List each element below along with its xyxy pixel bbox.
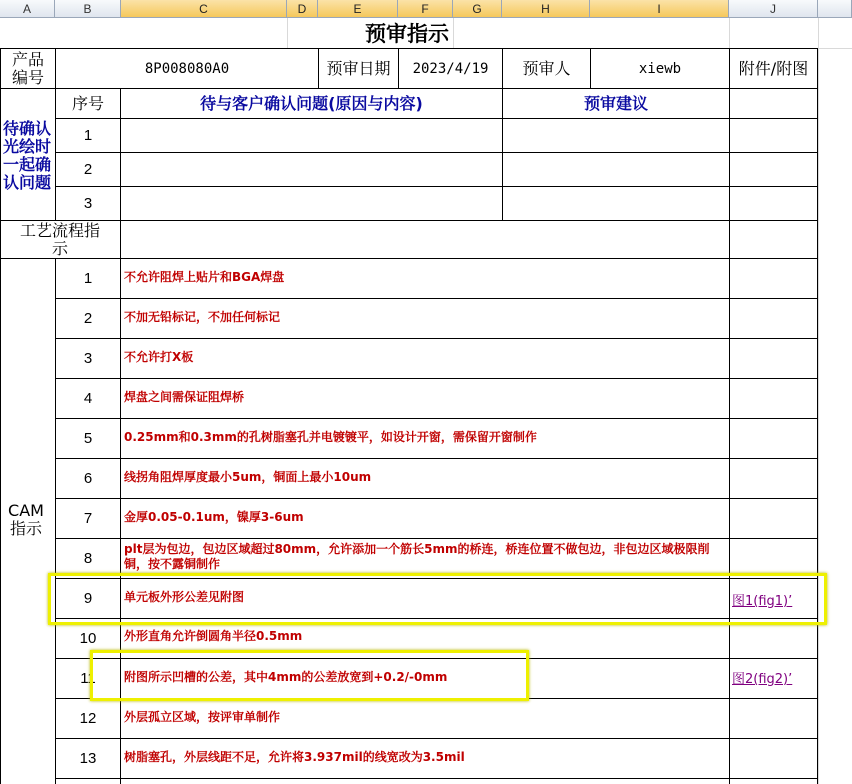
column-header-b[interactable]: B — [55, 0, 121, 18]
table-border — [55, 738, 818, 739]
cam-row-number[interactable]: 13 — [79, 750, 97, 767]
column-header-h[interactable]: H — [502, 0, 590, 18]
table-border — [0, 220, 818, 221]
table-border — [55, 498, 818, 499]
highlight-box-row-9 — [48, 573, 827, 625]
highlight-box-row-11 — [90, 650, 529, 701]
seq-header: 序号 — [71, 93, 104, 113]
reviewer-label: 预审人 — [522, 58, 571, 78]
attachment-label: 附件/附图 — [738, 58, 809, 78]
table-border — [55, 118, 818, 119]
table-border — [55, 338, 818, 339]
page-title: 预审指示 — [365, 22, 449, 46]
column-header-f[interactable]: F — [398, 0, 453, 18]
cam-row-text[interactable]: 焊盘之间需保证阻焊桥 — [124, 390, 245, 404]
cam-row-text[interactable]: 外层孤立区域，按评审单制作 — [124, 710, 281, 724]
issue-header: 待与客户确认问题(原因与内容) — [200, 93, 423, 113]
review-date-label: 预审日期 — [326, 58, 391, 78]
column-header-a[interactable]: A — [0, 0, 55, 18]
table-border — [55, 538, 818, 539]
column-header-c[interactable]: C — [121, 0, 287, 18]
confirm-row-number[interactable]: 1 — [83, 127, 93, 144]
table-border — [55, 152, 818, 153]
cam-row-text[interactable]: 0.25mm和0.3mm的孔树脂塞孔并电镀镀平，如设计开窗，需保留开窗制作 — [124, 430, 537, 444]
column-header-k[interactable] — [818, 0, 852, 18]
cam-row-text[interactable]: 不允许阻焊上贴片和BGA焊盘 — [124, 270, 285, 284]
cam-row-number[interactable]: 12 — [79, 710, 97, 727]
cam-row-number[interactable]: 6 — [83, 470, 93, 487]
cam-row-text[interactable]: 附图所示凹槽的公差，其中4mm的公差放宽到+0.2/-0mm — [124, 670, 448, 684]
cam-row-number[interactable]: 9 — [83, 590, 93, 607]
column-header-e[interactable]: E — [318, 0, 398, 18]
table-border — [55, 418, 818, 419]
gridline — [818, 18, 819, 784]
cam-row-text[interactable]: 单元板外形公差见附图 — [124, 590, 245, 604]
gridline — [729, 18, 730, 48]
cam-row-number[interactable]: 8 — [83, 550, 93, 567]
confirm-row-number[interactable]: 2 — [83, 161, 93, 178]
cam-row-number[interactable]: 1 — [83, 270, 93, 287]
cam-row-text[interactable]: 线拐角阻焊厚度最小5um，铜面上最小10um — [124, 470, 372, 484]
attachment-link-fig2[interactable]: 图2(fig2)’ — [732, 672, 793, 687]
table-border — [817, 48, 818, 784]
column-header-g[interactable]: G — [453, 0, 502, 18]
cam-row-number[interactable]: 2 — [83, 310, 93, 327]
confirm-section-label: 待确认光绘时一起确认问题 — [2, 119, 51, 192]
table-border — [55, 298, 818, 299]
cam-row-text[interactable]: plt层为包边，包边区域超过80mm，允许添加一个筋长5mm的桥连，桥连位置不做包边，非包边区域极限削铜，按不露铜制作 — [124, 542, 710, 571]
confirm-row-number[interactable]: 3 — [83, 195, 93, 212]
table-border — [729, 48, 730, 784]
cam-row-number[interactable]: 3 — [83, 350, 93, 367]
review-date-value[interactable]: 2023/4/19 — [412, 60, 489, 77]
cam-row-number[interactable]: 4 — [83, 390, 93, 407]
reviewer-value[interactable]: xiewb — [638, 60, 682, 77]
column-header-d[interactable]: D — [287, 0, 318, 18]
cam-row-text[interactable]: 树脂塞孔，外层线距不足，允许将3.937mil的线宽改为3.5mil — [124, 750, 465, 764]
column-header-i[interactable]: I — [590, 0, 729, 18]
cam-row-number[interactable]: 11 — [80, 670, 96, 687]
cam-row-text[interactable]: 不允许打X板 — [124, 350, 194, 364]
column-header-j[interactable]: J — [729, 0, 818, 18]
process-label: 工艺流程指示 — [19, 220, 100, 258]
cam-row-number[interactable]: 5 — [83, 430, 93, 447]
cam-row-text[interactable]: 不加无铅标记，不加任何标记 — [124, 310, 281, 324]
table-border — [0, 258, 818, 259]
cam-label: CAM指示 — [8, 501, 44, 538]
table-border — [55, 458, 818, 459]
table-border — [55, 186, 818, 187]
attachment-link-fig1[interactable]: 图1(fig1)’ — [732, 594, 793, 609]
cam-row-number[interactable]: 7 — [83, 510, 93, 527]
cam-row-text[interactable]: 金厚0.05-0.1um，镍厚3-6um — [124, 510, 304, 524]
table-border — [55, 778, 818, 779]
suggestion-header: 预审建议 — [583, 93, 648, 113]
cam-row-number[interactable]: 10 — [79, 630, 97, 647]
product-no-value[interactable]: 8P008080A0 — [144, 60, 230, 77]
table-border — [55, 378, 818, 379]
cam-row-text[interactable]: 外形直角允许倒圆角半径0.5mm — [124, 629, 303, 643]
product-no-label: 产品编号 — [11, 49, 44, 87]
